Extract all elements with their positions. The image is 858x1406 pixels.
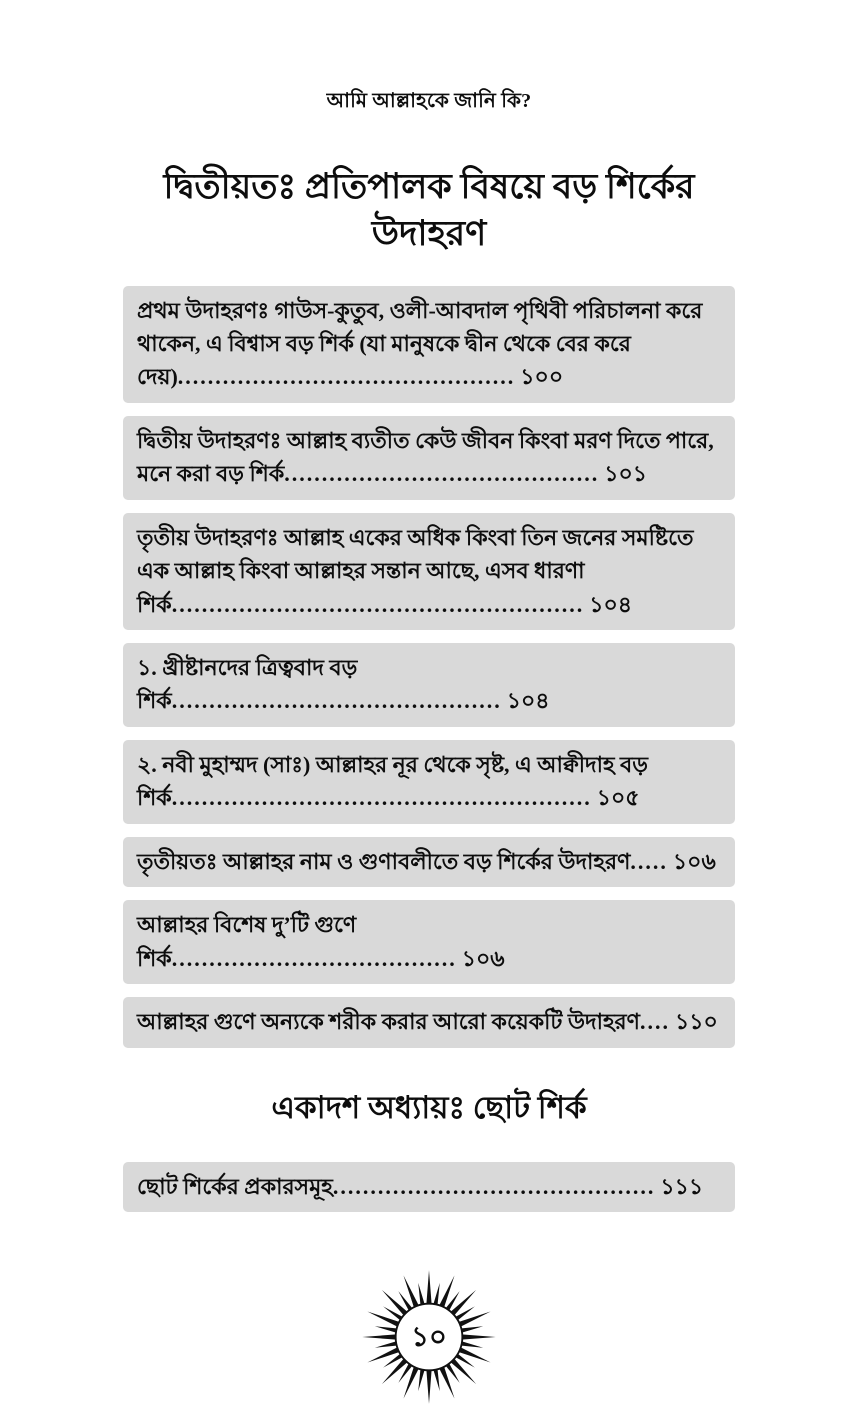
toc-entry <box>123 997 735 1047</box>
dot-leader: ....................................................... <box>171 591 585 617</box>
toc-page-number: ১০৫ <box>596 785 640 811</box>
page-title <box>0 163 858 258</box>
page-title-line2: উদাহরণ <box>371 214 487 254</box>
toc-entry-text: ২. নবী মুহাম্মদ (সাঃ) আল্লাহর নূর থেকে সৃষ্ট, এ আক্বীদাহ বড় শির্ক <box>137 751 648 811</box>
toc-page-number: ১০৪ <box>589 591 633 617</box>
toc-page-number: ১০৬ <box>461 945 505 971</box>
toc-entry <box>123 286 735 403</box>
dot-leader: ..... <box>630 848 668 874</box>
chapter-heading: একাদশ অধ্যায়ঃ ছোট শির্ক <box>271 1089 587 1125</box>
toc-page-number: ১০৬ <box>672 848 716 874</box>
toc-entry <box>123 900 735 984</box>
toc-entry <box>123 1162 735 1212</box>
toc-entry-text: আল্লাহর বিশেষ দু’টি গুণে শির্ক <box>137 912 357 971</box>
toc-entry <box>123 513 735 630</box>
toc-page-number: ১০১ <box>604 461 648 487</box>
dot-leader: ........................................... <box>332 1173 656 1199</box>
running-header: আমি আল্লাহকে জানি কি? <box>326 90 532 112</box>
page-title-line1: দ্বিতীয়তঃ প্রতিপালক বিষয়ে বড় শির্কের <box>163 167 695 206</box>
dot-leader: ............................................. <box>177 364 516 390</box>
toc-entry <box>123 643 735 727</box>
toc-entry-text: ছোট শির্কের প্রকারসমূহ <box>137 1173 333 1199</box>
dot-leader: ........................................................ <box>171 785 592 811</box>
toc-page-number: ১০৪ <box>506 688 550 714</box>
dot-leader: .......................................... <box>284 461 600 487</box>
sunburst-icon <box>360 1268 498 1406</box>
toc-entry <box>123 416 735 500</box>
toc-page-number: ১১০ <box>674 1009 718 1035</box>
toc-entry-text: দ্বিতীয় উদাহরণঃ আল্লাহ ব্যতীত কেউ জীবন কিংবা মরণ দিতে পারে, মনে করা বড় শির্ক <box>137 427 714 487</box>
toc-entry-text: ১. খ্রীষ্টানদের ত্রিত্ববাদ বড় শির্ক <box>137 655 358 714</box>
toc-entry-text: আল্লাহর গুণে অন্যকে শরীক করার আরো কয়েকটি উদাহরণ <box>137 1009 640 1035</box>
dot-leader: .... <box>639 1009 670 1035</box>
page-number-ornament <box>360 1268 498 1406</box>
dot-leader: ...................................... <box>171 945 457 971</box>
toc-page-number: ১০০ <box>520 364 564 390</box>
dot-leader: ............................................ <box>171 688 502 714</box>
toc-entry <box>123 740 735 824</box>
toc-entry-text: প্রথম উদাহরণঃ গাউস-কুতুব, ওলী-আবদাল পৃথিবী পরিচালনা করে থাকেন, এ বিশ্বাস বড় শির্ক (যা মানুষকে দ্বীন থেকে বের করে দেয়) <box>137 297 703 390</box>
page-number: ১০ <box>411 1321 447 1353</box>
toc-page-number: ১১১ <box>660 1173 704 1199</box>
toc-entry <box>123 837 735 887</box>
toc-entry-text: তৃতীয়তঃ আল্লাহর নাম ও গুণাবলীতে বড় শির্কের উদাহরণ <box>137 848 631 874</box>
toc-entry-text: তৃতীয় উদাহরণঃ আল্লাহ একের অধিক কিংবা তিন জনের সমষ্টিতে এক আল্লাহ কিংবা আল্লাহর সন্তান আছে, এসব ধারণা শির্ক <box>137 524 694 617</box>
toc-list <box>123 286 735 1212</box>
